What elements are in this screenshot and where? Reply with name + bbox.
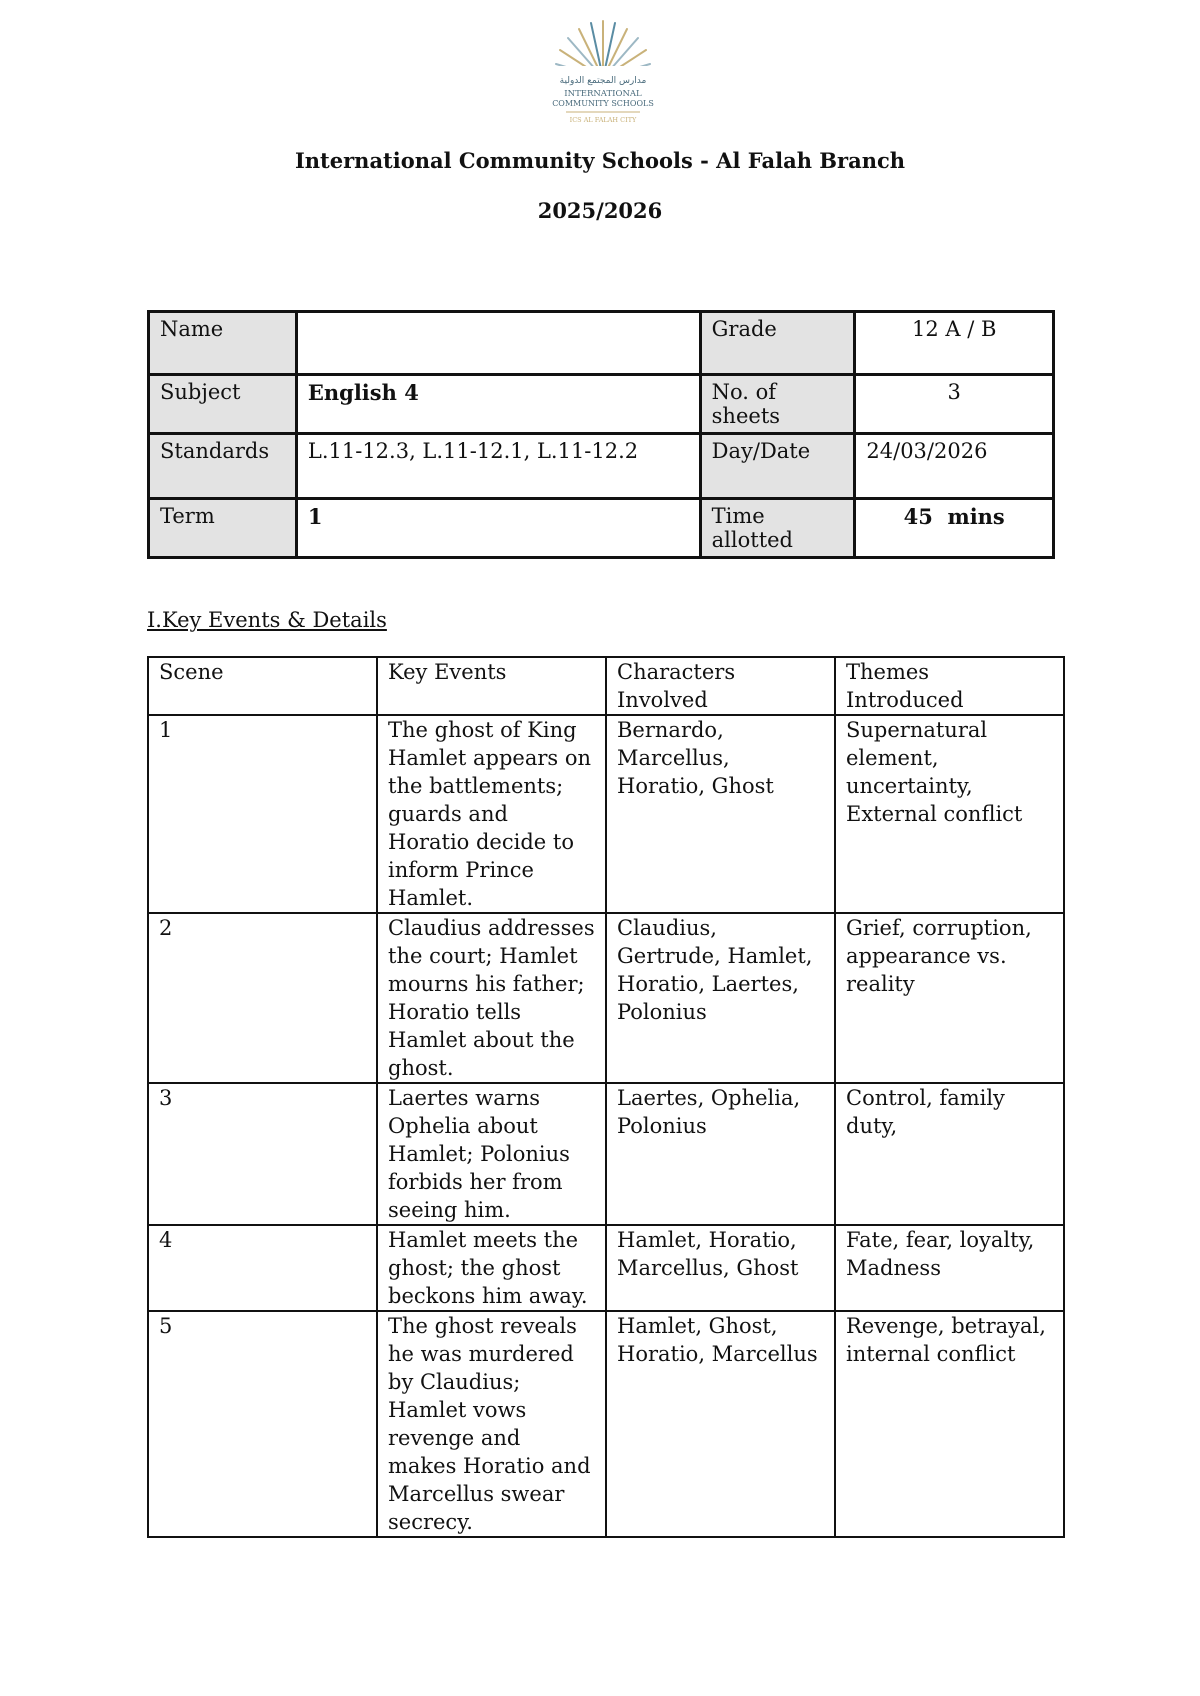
term-label: Term — [149, 499, 297, 558]
logo-arabic-text: مدارس المجتمع الدولية — [559, 76, 647, 86]
key-events-table — [147, 656, 1065, 1538]
info-row-term — [149, 499, 1054, 558]
school-logo — [548, 20, 658, 130]
subject-label: Subject — [149, 375, 297, 434]
characters-cell: Claudius, Gertrude, Hamlet, Horatio, Laertes, Polonius — [606, 913, 835, 1083]
standards-label: Standards — [149, 434, 297, 499]
time-label: Time allotted — [700, 499, 855, 558]
characters-cell: Bernardo, Marcellus, Horatio, Ghost — [606, 715, 835, 913]
characters-cell: Hamlet, Ghost, Horatio, Marcellus — [606, 1311, 835, 1537]
term-value: 1 — [296, 499, 700, 558]
name-field[interactable] — [296, 312, 700, 375]
table-row — [148, 1225, 1064, 1311]
sheets-value: 3 — [855, 375, 1054, 434]
characters-cell: Hamlet, Horatio, Marcellus, Ghost — [606, 1225, 835, 1311]
grade-label: Grade — [700, 312, 855, 375]
standards-value: L.11-12.3, L.11-12.1, L.11-12.2 — [296, 434, 700, 499]
table-row — [148, 1311, 1064, 1537]
scene-number: 3 — [148, 1083, 377, 1225]
info-row-standards — [149, 434, 1054, 499]
grade-value: 12 A / B — [855, 312, 1054, 375]
themes-cell: Grief, corruption, appearance vs. reality — [835, 913, 1064, 1083]
themes-cell: Supernatural element, uncertainty, External conflict — [835, 715, 1064, 913]
student-info-table — [147, 310, 1055, 559]
key-events-cell: The ghost of King Hamlet appears on the battlements; guards and Horatio decide to inform Prince Hamlet. — [377, 715, 606, 913]
sheets-label: No. of sheets — [700, 375, 855, 434]
scene-number: 1 — [148, 715, 377, 913]
logo-line-1: INTERNATIONAL — [564, 89, 642, 99]
time-value: 45 mins — [855, 499, 1054, 558]
date-value: 24/03/2026 — [855, 434, 1054, 499]
table-row — [148, 1083, 1064, 1225]
header-scene: Scene — [148, 657, 377, 715]
date-label: Day/Date — [700, 434, 855, 499]
themes-cell: Fate, fear, loyalty, Madness — [835, 1225, 1064, 1311]
info-row-subject — [149, 375, 1054, 434]
scene-number: 4 — [148, 1225, 377, 1311]
table-row — [148, 715, 1064, 913]
key-events-cell: The ghost reveals he was murdered by Claudius; Hamlet vows revenge and makes Horatio and Marcellus swear secrecy. — [377, 1311, 606, 1537]
scene-number: 5 — [148, 1311, 377, 1537]
themes-cell: Revenge, betrayal, internal conflict — [835, 1311, 1064, 1537]
scene-number: 2 — [148, 913, 377, 1083]
logo-line-2: COMMUNITY SCHOOLS — [552, 99, 654, 108]
info-row-name — [149, 312, 1054, 375]
header-themes: Themes Introduced — [835, 657, 1064, 715]
name-label: Name — [149, 312, 297, 375]
academic-year: 2025/2026 — [537, 198, 663, 223]
subject-value: English 4 — [296, 375, 700, 434]
key-events-cell: Claudius addresses the court; Hamlet mourns his father; Horatio tells Hamlet about the ghost. — [377, 913, 606, 1083]
header-key-events: Key Events — [377, 657, 606, 715]
events-header-row — [148, 657, 1064, 715]
table-row — [148, 913, 1064, 1083]
section-heading: I.Key Events & Details — [147, 608, 387, 632]
themes-cell: Control, family duty, — [835, 1083, 1064, 1225]
logo-line-3: ICS AL FALAH CITY — [569, 116, 637, 124]
header-characters: Characters Involved — [606, 657, 835, 715]
characters-cell: Laertes, Ophelia, Polonius — [606, 1083, 835, 1225]
key-events-cell: Laertes warns Ophelia about Hamlet; Polonius forbids her from seeing him. — [377, 1083, 606, 1225]
school-title: International Community Schools - Al Falah Branch — [294, 148, 906, 173]
key-events-cell: Hamlet meets the ghost; the ghost beckons him away. — [377, 1225, 606, 1311]
